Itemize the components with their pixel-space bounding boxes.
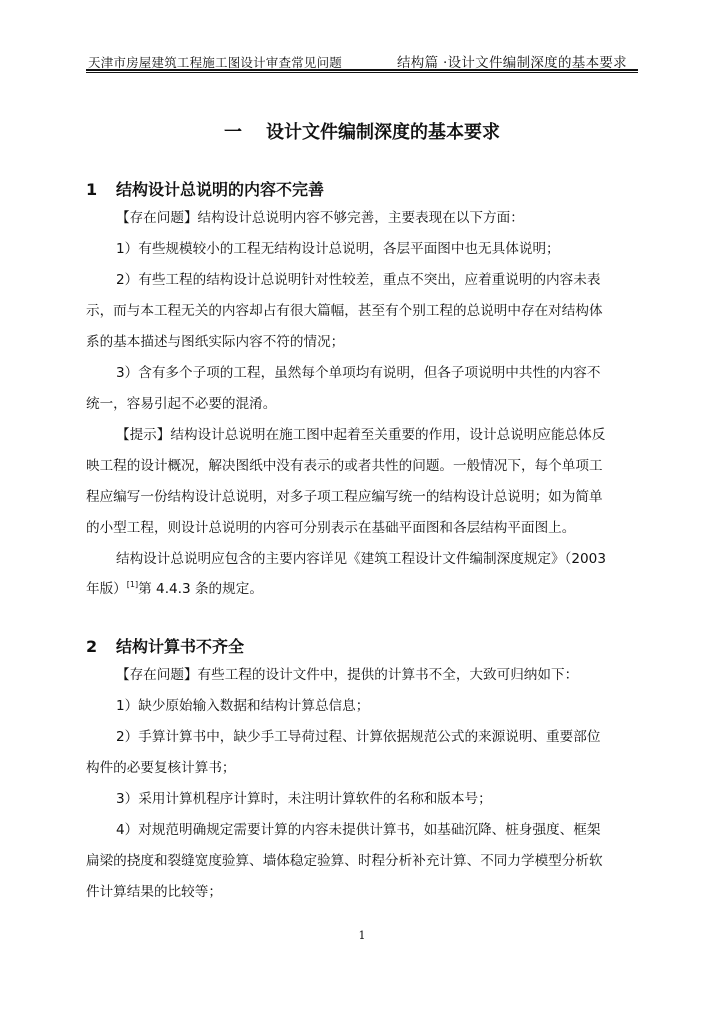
- section-number: 2: [86, 637, 98, 656]
- paragraph-line: 件计算结果的比较等；: [86, 884, 222, 900]
- paragraph-line: 系的基本描述与图纸实际内容不符的情况；: [86, 334, 345, 350]
- paragraph-line: 统一，容易引起不必要的混淆。: [86, 396, 277, 412]
- paragraph-line: 构件的必要复核计算书；: [86, 760, 236, 776]
- paragraph-line: 示，而与本工程无关的内容却占有很大篇幅，甚至有个别工程的总说明中存在对结构体: [86, 303, 603, 319]
- paragraph-line: 1）缺少原始输入数据和结构计算总信息；: [116, 698, 370, 714]
- paragraph-line: 结构设计总说明应包含的主要内容详见《建筑工程设计文件编制深度规定》（2003: [116, 551, 606, 567]
- paragraph-line: 程应编写一份结构设计总说明，对多子项工程应编写统一的结构设计总说明；如为简单: [86, 489, 603, 505]
- paragraph-line: 4）对规范明确规定需要计算的内容未提供计算书，如基础沉降、桩身强度、框架: [116, 822, 601, 838]
- chapter-title-text: 设计文件编制深度的基本要求: [266, 122, 500, 143]
- paragraph-line: 映工程的设计概况，解决图纸中没有表示的或者共性的问题。一般情况下，每个单项工: [86, 458, 603, 474]
- section-heading: [86, 177, 324, 200]
- paragraph-line: 扁梁的挠度和裂缝宽度验算、墙体稳定验算、时程分析补充计算、不同力学模型分析软: [86, 853, 603, 869]
- section-heading-text: 结构计算书不齐全: [116, 637, 245, 656]
- section-heading-text: 结构设计总说明的内容不完善: [116, 180, 325, 199]
- line-text: 第 4.4.3 条的规定。: [138, 581, 263, 597]
- header-rule-thin: [86, 72, 638, 73]
- paragraph-line: 2）手算计算书中，缺少手工导荷过程、计算依据规范公式的来源说明、重要部位: [116, 729, 601, 745]
- section-heading: [86, 634, 244, 657]
- chapter-number: 一: [224, 122, 242, 143]
- paragraph-line: 2）有些工程的结构设计总说明针对性较差，重点不突出，应着重说明的内容未表: [116, 272, 601, 288]
- paragraph-line: 的小型工程，则设计总说明的内容可分别表示在基础平面图和各层结构平面图上。: [86, 520, 576, 536]
- paragraph-line: 【存在问题】有些工程的设计文件中，提供的计算书不全，大致可归纳如下：: [116, 667, 579, 683]
- paragraph-line: [86, 580, 263, 598]
- paragraph-line: 1）有些规模较小的工程无结构设计总说明，各层平面图中也无具体说明；: [116, 241, 560, 257]
- running-header-left: 天津市房屋建筑工程施工图设计审查常见问题: [88, 55, 343, 70]
- paragraph-line: 【提示】结构设计总说明在施工图中起着至关重要的作用，设计总说明应能总体反: [116, 427, 606, 443]
- page-number: 1: [358, 929, 366, 942]
- line-text: 年版）: [86, 581, 127, 597]
- running-header-right: 结构篇 ·设计文件编制深度的基本要求: [397, 55, 627, 71]
- header-rule: [86, 69, 638, 71]
- citation-reference: [1]: [126, 580, 139, 589]
- chapter-title: [0, 118, 724, 144]
- paragraph-line: 3）采用计算机程序计算时，未注明计算软件的名称和版本号；: [116, 791, 492, 807]
- paragraph-line: 【存在问题】结构设计总说明内容不够完善，主要表现在以下方面：: [116, 210, 524, 226]
- section-number: 1: [86, 180, 98, 199]
- paragraph-line: 3）含有多个子项的工程，虽然每个单项均有说明，但各子项说明中共性的内容不: [116, 365, 601, 381]
